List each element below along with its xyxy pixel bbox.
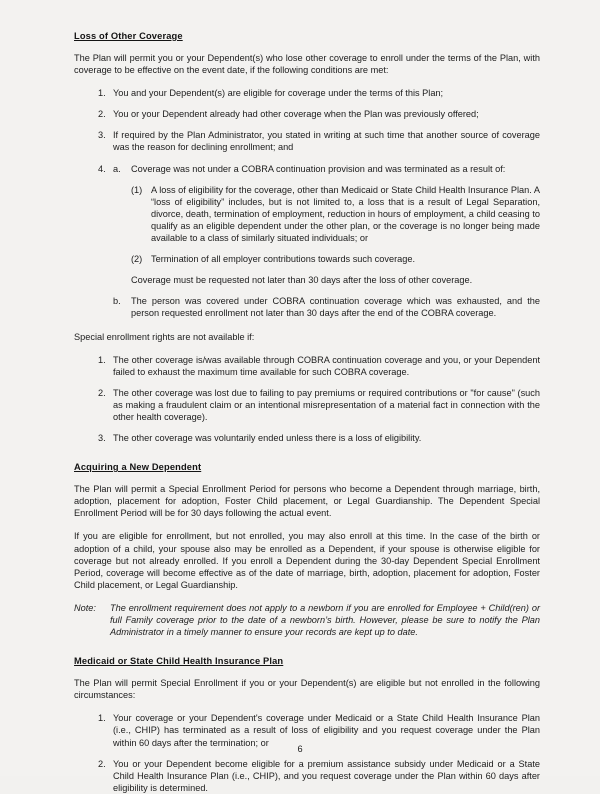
list-marker: 2. [98,758,106,769]
section-heading-medicaid-or-state-child-health-insurance-plan: Medicaid or State Child Health Insurance Plan [74,656,284,667]
list-item-4 [98,163,540,320]
list-item-text: The other coverage was voluntarily ended unless there is a loss of eligibility. [113,433,422,444]
subsublist-marker: (1) [131,184,143,195]
list-item-text: You or your Dependent already had other coverage when the Plan was previously offered; [113,109,479,120]
loss-of-other-coverage-intro: The Plan will permit you or your Dependent(s) who lose other coverage to enroll under the terms of the Plan, with coverage to be effective on the event date, if the following conditions are met: [74,53,540,76]
subsublist-item-text: A loss of eligibility for the coverage, other than Medicaid or State Child Health Insurance Plan. A “loss of eligibility” includes, but is not limited to, a loss that is a result of Legal Separation, divorce, death, termination of employment, reduction in hours of employment, a child ceasing to qualify as an eligible dependent under the other plan, or the coverage is no longer being made available to a class of similarly situated individuals; or [151,184,540,244]
list-item-text: Your coverage or your Dependent's coverage under Medicaid or a State Child Health Insurance Plan (i.e., CHIP) has terminated as a result of loss of eligibility and you request coverage under the Plan within 60 days after the termination; or [113,713,540,748]
list-item-text: The other coverage was lost due to failing to pay premiums or required contributions or "for cause" (such as making a fraudulent claim or an intentional misrepresentation of a material fact in connection with the other health coverage). [113,387,540,422]
subsublist-item-1 [131,184,540,244]
list-item [98,87,540,99]
list-item [98,387,540,423]
list-marker: 2. [98,387,106,398]
note-label: Note: [74,602,96,613]
subsublist-item-text: Termination of all employer contributions towards such coverage. [151,254,416,265]
list-marker: 2. [98,109,106,120]
sublist-marker: b. [113,296,121,307]
item-4-closing-text: Coverage must be requested not later than 30 days after the loss of other coverage. [131,275,473,286]
list-marker: 1. [98,354,106,365]
sublist-item-b [113,295,540,319]
subsublist-item-2 [131,253,540,265]
list-item-text: You or your Dependent become eligible for a premium assistance subsidy under Medicaid or a State Child Health Insurance Plan (i.e., CHIP), and you request coverage under the Plan within 60 days after eligibility is determined. [113,758,540,793]
page-content [74,31,540,794]
list-marker: 1. [98,713,106,724]
list-item-text: The other coverage is/was available through COBRA continuation coverage and you, or your Dependent failed to exhaust the maximum time available for such COBRA coverage. [113,354,540,377]
acquiring-dependent-paragraph-1: The Plan will permit a Special Enrollment Period for persons who become a Dependent through marriage, birth, adoption, placement for adoption, Foster Child placement, or Legal Guardianship. The Dependent Special Enrollment Period will be for 30 days following the actual event. [74,484,540,519]
list-marker: 3. [98,433,106,444]
list-item [98,108,540,120]
sublist-item-a [113,163,540,175]
list-item-text: If required by the Plan Administrator, you stated in writing at such time that another source of coverage was the reason for declining enrollment; and [113,130,540,153]
list-marker: 1. [98,88,106,99]
section-heading-acquiring-a-new-dependent: Acquiring a New Dependent [74,462,202,473]
list-item-4-sublist [113,163,540,320]
sublist-item-text: The person was covered under COBRA continuation coverage which was exhausted, and the person requested enrollment not later than 30 days after the end of the COBRA coverage. [131,296,540,319]
sublist-item-text: Coverage was not under a COBRA continuation provision and was terminated as a result of: [131,163,506,174]
list-item [98,432,540,444]
subsublist-marker: (2) [131,254,143,265]
note-text: The enrollment requirement does not apply to a newborn if you are enrolled for Employee + Child(ren) or full Family coverage prior to the date of a newborn’s birth. However, please be sure to notify the Plan Administrator in a timely manner to ensure your records are kept up to date. [110,602,540,638]
sublist-marker: a. [113,163,121,174]
list-marker: 3. [98,130,106,141]
page-number: 6 [297,744,303,754]
acquiring-dependent-paragraph-2: If you are eligible for enrollment, but not enrolled, you may also enroll at this time. In the case of the birth or adoption of a child, your spouse also may be enrolled as a Dependent, if your spouse is otherwise eligible for coverage but not already enrolled. If you enroll a Dependent during the 30-day Dependent Special Enrollment Period, coverage will become effective as of the date of marriage, birth, adoption, placement for adoption, Foster Child placement, or Legal Guardianship. [74,531,540,590]
list-marker: 4. [98,163,106,174]
note-block [74,602,540,638]
section-heading-loss-of-other-coverage: Loss of Other Coverage [74,31,183,41]
list-item-text: You and your Dependent(s) are eligible for coverage under the terms of this Plan; [113,88,444,99]
medicaid-section-intro: The Plan will permit Special Enrollment if you or your Dependent(s) are eligible but not enrolled in the following circumstances: [74,678,540,701]
list-item [98,129,540,153]
special-enrollment-exclusions-intro: Special enrollment rights are not available if: [74,331,255,342]
list-item [98,354,540,378]
